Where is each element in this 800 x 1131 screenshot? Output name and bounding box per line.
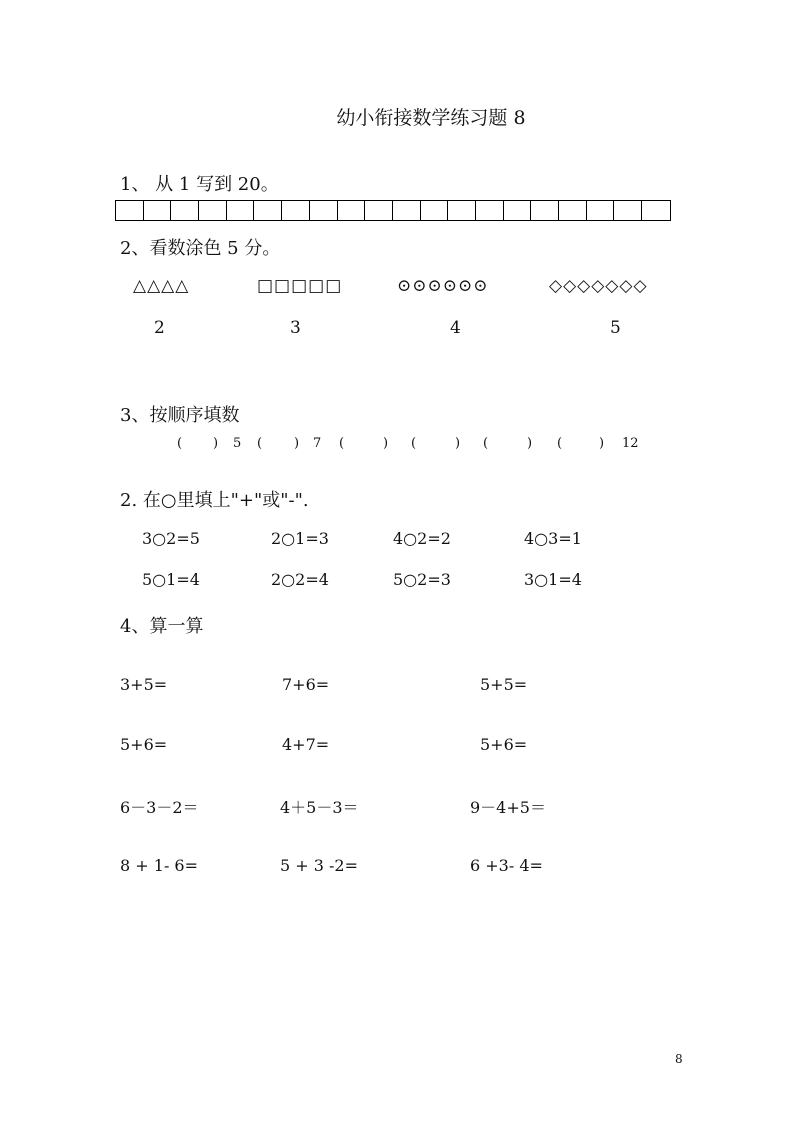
q3-heading: 3、按顺序填数 — [120, 405, 240, 426]
arithmetic-problem: 5+6= — [120, 735, 168, 754]
writing-cell[interactable] — [254, 201, 282, 220]
seq-item: ( — [257, 436, 263, 451]
writing-cell[interactable] — [116, 201, 144, 220]
writing-cell[interactable] — [199, 201, 227, 220]
page-number: 8 — [675, 1052, 683, 1066]
seq-item: ( — [557, 436, 563, 451]
seq-item: ) — [383, 436, 389, 451]
seq-item: ( — [177, 436, 183, 451]
q1-heading: 1、 从 1 写到 20。 — [120, 174, 279, 195]
writing-grid — [115, 200, 671, 221]
operator-equation: 5○2=3 — [393, 570, 451, 589]
operator-equation: 4○2=2 — [393, 529, 451, 548]
writing-cell[interactable] — [144, 201, 172, 220]
arithmetic-problem: 7+6= — [282, 675, 330, 694]
operator-equation: 4○3=1 — [524, 529, 582, 548]
triangle-group: △△△△ — [133, 276, 190, 296]
operator-equation: 2○2=4 — [271, 570, 329, 589]
color-count-label: 2 — [154, 318, 165, 338]
seq-item: ) — [455, 436, 461, 451]
writing-cell[interactable] — [642, 201, 670, 220]
writing-cell[interactable] — [587, 201, 615, 220]
arithmetic-problem: 6－3－2＝ — [120, 798, 199, 817]
arithmetic-problem: 5 + 3 -2= — [280, 856, 359, 875]
seq-item: 5 — [233, 436, 242, 451]
writing-cell[interactable] — [227, 201, 255, 220]
writing-cell[interactable] — [282, 201, 310, 220]
arithmetic-problem: 9－4+5＝ — [470, 798, 546, 817]
writing-cell[interactable] — [504, 201, 532, 220]
seq-item: ) — [527, 436, 533, 451]
writing-cell[interactable] — [310, 201, 338, 220]
writing-cell[interactable] — [365, 201, 393, 220]
writing-cell[interactable] — [393, 201, 421, 220]
seq-item: ( — [339, 436, 345, 451]
writing-cell[interactable] — [559, 201, 587, 220]
arithmetic-problem: 4+7= — [282, 735, 330, 754]
q2-heading: 2、看数涂色 5 分。 — [120, 238, 281, 259]
color-count-label: 3 — [290, 318, 301, 338]
square-group: □□□□□ — [257, 276, 343, 296]
seq-item: 7 — [313, 436, 322, 451]
seq-item: ( — [411, 436, 417, 451]
writing-cell[interactable] — [531, 201, 559, 220]
writing-cell[interactable] — [421, 201, 449, 220]
writing-cell[interactable] — [614, 201, 642, 220]
dot-circle-group: ⊙⊙⊙⊙⊙⊙ — [397, 276, 489, 296]
arithmetic-problem: 5+5= — [480, 675, 528, 694]
diamond-group: ◇◇◇◇◇◇◇ — [549, 276, 648, 296]
writing-cell[interactable] — [448, 201, 476, 220]
q4-heading: 2. 在○里填上"+"或"-". — [120, 490, 309, 511]
arithmetic-problem: 4＋5－3＝ — [280, 798, 359, 817]
operator-equation: 3○1=4 — [524, 570, 582, 589]
seq-item: ) — [213, 436, 219, 451]
seq-item: ( — [483, 436, 489, 451]
arithmetic-problem: 3+5= — [120, 675, 168, 694]
arithmetic-problem: 6 +3- 4= — [470, 856, 543, 875]
writing-cell[interactable] — [171, 201, 199, 220]
arithmetic-problem: 8 + 1- 6= — [120, 856, 199, 875]
color-count-label: 5 — [610, 318, 621, 338]
seq-item: ) — [294, 436, 300, 451]
seq-item: 12 — [622, 436, 639, 451]
q5-heading: 4、算一算 — [120, 616, 204, 637]
arithmetic-problem: 5+6= — [480, 735, 528, 754]
writing-cell[interactable] — [338, 201, 366, 220]
operator-equation: 2○1=3 — [271, 529, 329, 548]
operator-equation: 5○1=4 — [142, 570, 200, 589]
color-count-label: 4 — [450, 318, 461, 338]
writing-cell[interactable] — [476, 201, 504, 220]
seq-item: ) — [599, 436, 605, 451]
page-title: 幼小衔接数学练习题 8 — [336, 107, 526, 129]
operator-equation: 3○2=5 — [142, 529, 200, 548]
